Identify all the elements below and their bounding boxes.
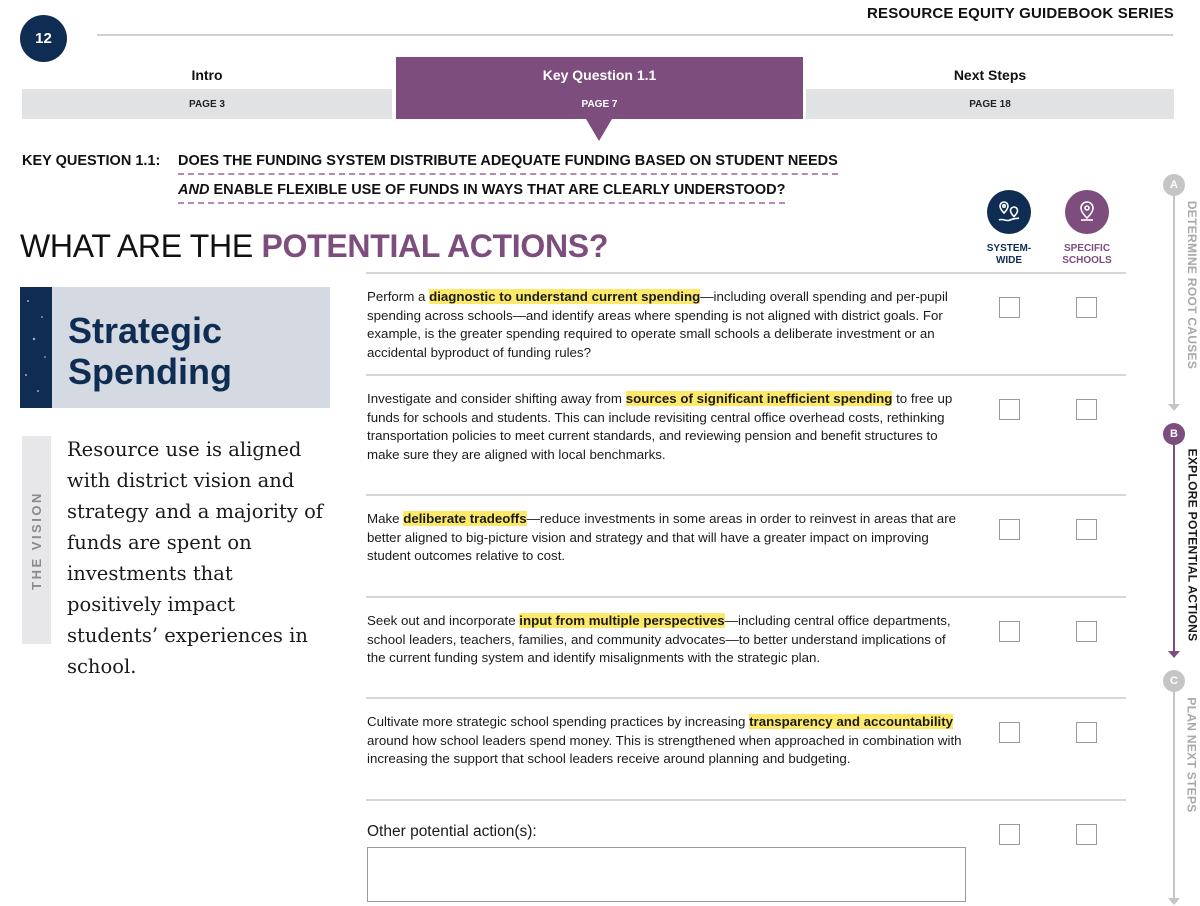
action-4-system-wide-checkbox[interactable]	[999, 621, 1020, 642]
key-question-emphasis: AND	[178, 182, 210, 198]
action-2-before: Investigate and consider shifting away from	[367, 391, 626, 406]
row-divider	[366, 799, 1126, 801]
action-item-1	[367, 288, 967, 362]
tab-intro[interactable]: Intro	[191, 67, 223, 83]
action-4-after: —including central office departments, school leaders, teachers, families, and community advocates—to better understand implications of the current funding system and identify misalignments with the strategic plan.	[367, 613, 951, 665]
page-number-badge: 12	[20, 15, 67, 62]
tab-next-steps-page[interactable]: PAGE 18	[806, 89, 1174, 119]
row-divider	[366, 596, 1126, 598]
key-question-line-1: DOES THE FUNDING SYSTEM DISTRIBUTE ADEQUATE FUNDING BASED ON STUDENT NEEDS	[178, 153, 838, 175]
tab-key-question-1-1[interactable]: Key Question 1.1	[542, 67, 657, 83]
key-question-line-2-text: ENABLE FLEXIBLE USE OF FUNDS IN WAYS THAT ARE CLEARLY UNDERSTOOD?	[209, 182, 786, 198]
step-b-badge[interactable]: B	[1163, 423, 1185, 445]
action-item-2	[367, 390, 967, 464]
step-b-label[interactable]: EXPLORE POTENTIAL ACTIONS	[1185, 448, 1200, 642]
step-c-line	[1173, 692, 1175, 898]
page-title-prefix: WHAT ARE THE	[20, 228, 262, 264]
step-b-arrow	[1168, 651, 1180, 658]
step-b-label-wrapper	[1180, 448, 1200, 642]
action-3-after: —reduce investments in some areas in order to reinvest in areas that are better aligned to big-picture vision and strategy and that will have a greater impact on improving student outcomes relative to cost.	[367, 511, 957, 563]
row-divider	[366, 494, 1126, 496]
row-divider	[366, 374, 1126, 376]
system-wide-map-icon	[987, 190, 1031, 234]
row-divider	[366, 697, 1126, 699]
tab-next-steps[interactable]: Next Steps	[953, 67, 1027, 83]
other-actions-label: Other potential action(s):	[367, 823, 537, 840]
step-b-line	[1173, 444, 1175, 654]
action-1-specific-schools-checkbox[interactable]	[1076, 297, 1097, 318]
tab-key-question-page[interactable]: PAGE 7	[396, 89, 803, 119]
other-specific-schools-checkbox[interactable]	[1076, 824, 1097, 845]
section-title: Strategic Spending	[68, 310, 232, 392]
vision-statement: Resource use is aligned with district vision and strategy and a majority of funds are spent on investments that positively impact students’ experiences in school.	[67, 438, 324, 678]
system-wide-label: SYSTEM-WIDE	[986, 243, 1032, 266]
action-4-before: Seek out and incorporate	[367, 613, 520, 628]
vision-label: THE VISION	[29, 490, 44, 590]
action-1-before: Perform a	[367, 289, 430, 304]
other-actions-input[interactable]	[367, 847, 966, 902]
action-3-highlight: deliberate tradeoffs	[403, 511, 527, 526]
action-2-specific-schools-checkbox[interactable]	[1076, 399, 1097, 420]
step-a-label[interactable]: DETERMINE ROOT CAUSES	[1185, 200, 1199, 370]
step-c-label[interactable]: PLAN NEXT STEPS	[1185, 697, 1199, 813]
action-5-specific-schools-checkbox[interactable]	[1076, 722, 1097, 743]
series-title: RESOURCE EQUITY GUIDEBOOK SERIES	[866, 5, 1174, 22]
page-title-accent: POTENTIAL ACTIONS?	[261, 228, 609, 264]
step-c-label-wrapper	[1180, 697, 1200, 813]
step-a-line	[1173, 196, 1175, 408]
action-5-system-wide-checkbox[interactable]	[999, 722, 1020, 743]
step-a-label-wrapper	[1180, 200, 1200, 370]
action-5-after: around how school leaders spend money. This is strengthened when approached in combination with increasing the support that school leaders receive around planning and budgeting.	[367, 732, 962, 766]
action-1-highlight: diagnostic to understand current spending	[429, 289, 701, 304]
action-1-system-wide-checkbox[interactable]	[999, 297, 1020, 318]
specific-schools-label: SPECIFIC SCHOOLS	[1062, 243, 1112, 266]
key-question-label: KEY QUESTION 1.1:	[22, 153, 161, 169]
action-3-specific-schools-checkbox[interactable]	[1076, 519, 1097, 540]
header-divider	[97, 34, 1173, 36]
action-item-3	[367, 510, 967, 566]
vision-label-wrapper	[22, 436, 51, 644]
action-3-before: Make	[367, 511, 404, 526]
action-item-4	[367, 612, 967, 668]
section-card-image-strip	[20, 287, 52, 408]
other-system-wide-checkbox[interactable]	[999, 824, 1020, 845]
action-item-5	[367, 713, 967, 769]
step-a-badge[interactable]: A	[1163, 174, 1185, 196]
row-divider	[366, 272, 1126, 274]
action-1-after: —including overall spending and per-pupil spending across schools—and identify areas where spending is not aligned with district goals. For example, is the greater spending required to operate small schools a deliberate investment or an accidental byproduct of funding rules?	[367, 289, 948, 360]
specific-schools-pin-icon	[1065, 190, 1109, 234]
active-tab-pointer	[586, 119, 612, 141]
action-5-before: Cultivate more strategic school spending practices by increasing	[367, 714, 750, 729]
page-title	[20, 228, 608, 265]
action-4-specific-schools-checkbox[interactable]	[1076, 621, 1097, 642]
action-2-after: to free up funds for schools and students. This can include revisiting central office overhead costs, rethinking transportation policies to meet current standards, and reviewing pension and benefit structures to make sure they are aligned with local benchmarks.	[367, 391, 953, 462]
action-2-highlight: sources of significant inefficient spending	[625, 391, 893, 406]
action-4-highlight: input from multiple perspectives	[519, 613, 725, 628]
action-3-system-wide-checkbox[interactable]	[999, 519, 1020, 540]
tab-intro-page[interactable]: PAGE 3	[22, 89, 392, 119]
action-2-system-wide-checkbox[interactable]	[999, 399, 1020, 420]
step-c-badge[interactable]: C	[1163, 670, 1185, 692]
action-5-highlight: transparency and accountability	[749, 714, 954, 729]
step-a-arrow	[1168, 404, 1180, 411]
step-c-arrow	[1168, 898, 1180, 905]
key-question-line-2	[178, 182, 785, 204]
